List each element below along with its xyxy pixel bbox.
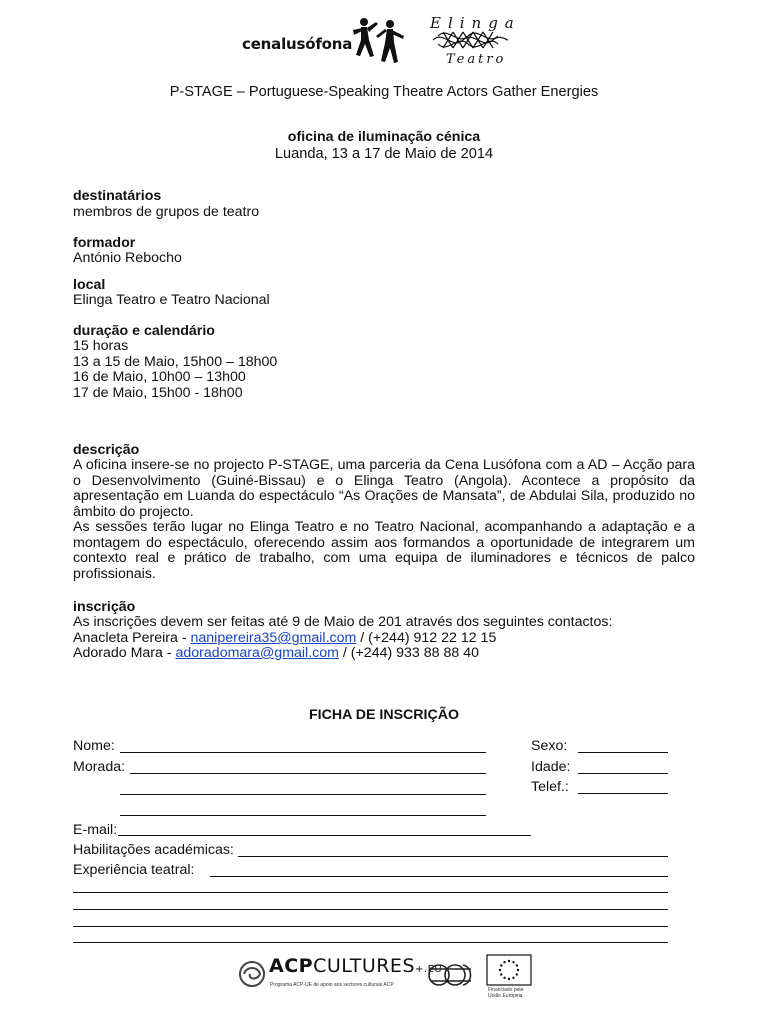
acp-cultures-text: ACPCULTURES+.EU	[269, 955, 443, 977]
acp-caption: Programa ACP-UE de apoio aos sectores culturais ACP	[270, 982, 394, 988]
project-title: P-STAGE – Portuguese-Speaking Theatre Actors Gather Energies	[169, 84, 599, 100]
contact-phone: / (+244) 933 88 88 40	[338, 645, 479, 661]
duracao-line: 15 horas	[73, 338, 129, 354]
morada-field-line[interactable]	[120, 815, 486, 816]
descricao-paragraph-2: As sessões terão lugar no Elinga Teatro e no Teatro Nacional, acompanhando a adaptação e a montagem do espectáculo, oferecendo assim aos formandos a oportunidade de integrarem um contexto real e prático de trabalho, com uma equipa de iluminadores e técnicos de palco profissionais.	[73, 519, 695, 582]
contact-line	[73, 646, 479, 662]
telef-label: Telef.:	[531, 779, 569, 795]
cenalusofona-logo-text: cenalusófona	[242, 35, 353, 53]
local-text: Elinga Teatro e Teatro Nacional	[73, 292, 270, 308]
elinga-logo-text-1: Elinga	[430, 14, 521, 32]
sexo-field-line[interactable]	[578, 752, 668, 753]
acp-cultures-logo	[238, 954, 443, 998]
email-field-line[interactable]	[118, 835, 531, 836]
habilitacoes-field-line[interactable]	[238, 856, 668, 857]
telef-field-line[interactable]	[578, 793, 668, 794]
eu-flag-icon	[486, 954, 532, 986]
elinga-logo-text-2: Teatro	[446, 52, 507, 67]
local-heading: local	[73, 277, 106, 293]
contact-email-link[interactable]: adoradomara@gmail.com	[175, 645, 339, 661]
experiencia-field-line[interactable]	[73, 909, 668, 910]
form-title: FICHA DE INSCRIÇÃO	[308, 707, 460, 723]
idade-label: Idade:	[531, 759, 571, 775]
duracao-line: 17 de Maio, 15h00 - 18h00	[73, 385, 243, 401]
cenalusofona-logo	[240, 16, 410, 74]
duracao-line: 13 a 15 de Maio, 15h00 – 18h00	[73, 354, 278, 370]
dancers-icon	[348, 16, 410, 74]
eu-caption-1: Financiado pela	[488, 987, 524, 993]
descricao-paragraph-1: A oficina insere-se no projecto P-STAGE, uma parceria da Cena Lusófona com a AD – Acção para o Desenvolvimento (Guiné-Bissau) e o Elinga Teatro (Angola). Acontece a propósito da apresentação em Luanda do espectáculo “As Orações de Mansata”, de Abdulai Sila, produzido no âmbito do projecto.	[73, 457, 695, 520]
inscricao-heading: inscrição	[73, 599, 136, 615]
workshop-place-date: Luanda, 13 a 17 de Maio de 2014	[274, 146, 494, 162]
experiencia-field-line[interactable]	[73, 892, 668, 893]
duracao-line: 16 de Maio, 10h00 – 13h00	[73, 369, 246, 385]
destinatarios-text: membros de grupos de teatro	[73, 204, 260, 220]
eu-logo	[486, 954, 534, 1000]
formador-text: António Rebocho	[73, 250, 182, 266]
morada-field-line[interactable]	[120, 794, 486, 795]
nome-field-line[interactable]	[120, 752, 486, 753]
duracao-heading: duração e calendário	[73, 323, 215, 339]
experiencia-field-line[interactable]	[73, 942, 668, 943]
ad-logo	[425, 955, 477, 995]
sexo-label: Sexo:	[531, 738, 568, 754]
morada-field-line[interactable]	[130, 773, 486, 774]
contact-name: Anacleta Pereira -	[73, 630, 191, 646]
destinatarios-heading: destinatários	[73, 188, 162, 204]
inscricao-intro: As inscrições devem ser feitas até 9 de Maio de 201 através dos seguintes contactos:	[73, 614, 613, 630]
contact-name: Adorado Mara -	[73, 645, 176, 661]
elinga-teatro-logo	[418, 14, 526, 72]
experiencia-field-line[interactable]	[210, 876, 668, 877]
email-label: E-mail:	[73, 822, 118, 838]
experiencia-label: Experiência teatral:	[73, 862, 195, 878]
idade-field-line[interactable]	[578, 773, 668, 774]
workshop-title: oficina de iluminação cénica	[287, 129, 481, 145]
nome-label: Nome:	[73, 738, 115, 754]
contact-phone: / (+244) 912 22 12 15	[356, 630, 497, 646]
experiencia-field-line[interactable]	[73, 926, 668, 927]
descricao-heading: descrição	[73, 442, 140, 458]
habilitacoes-label: Habilitações académicas:	[73, 842, 234, 858]
morada-label: Morada:	[73, 759, 126, 775]
eu-caption-2: União Europeia	[488, 993, 523, 999]
contact-email-link[interactable]: nanipereira35@gmail.com	[190, 630, 357, 646]
acp-swirl-icon	[238, 960, 266, 988]
formador-heading: formador	[73, 235, 136, 251]
